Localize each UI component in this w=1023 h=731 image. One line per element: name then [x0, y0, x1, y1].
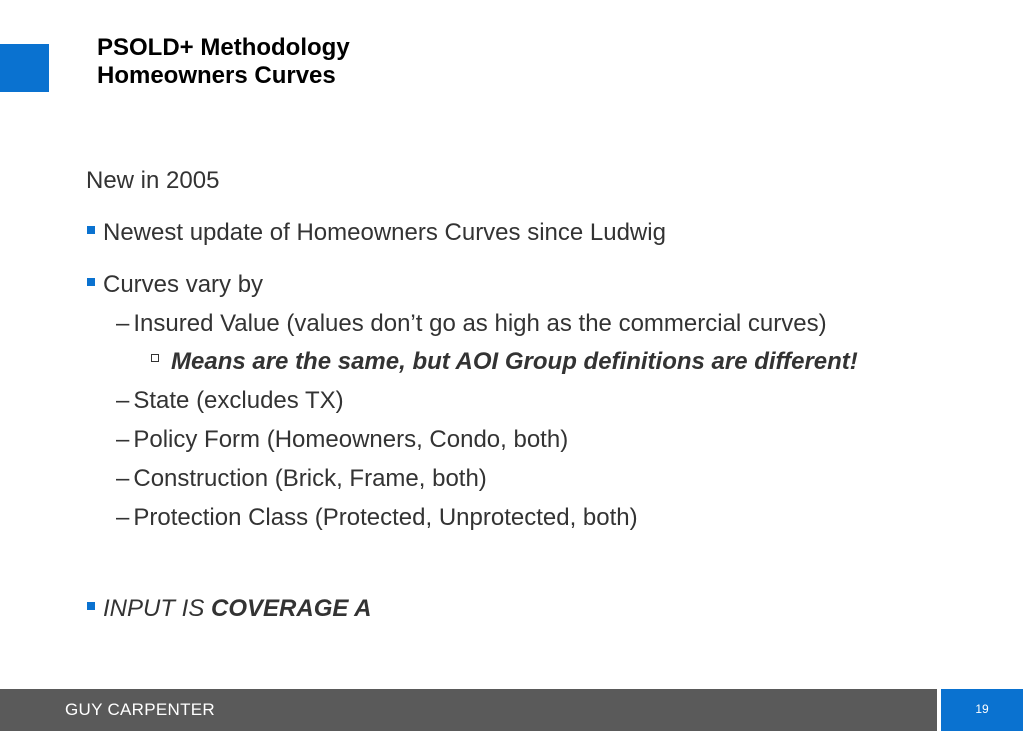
bullet-item — [87, 218, 666, 248]
dash-bullet-icon: – — [116, 310, 130, 337]
sub-bullet-label: Protection Class (Protected, Unprotected, both) — [133, 504, 638, 531]
coverage-label: COVERAGE A — [211, 595, 372, 622]
hollow-square-bullet-icon — [151, 354, 159, 362]
sub-sub-bullet-item — [151, 347, 858, 377]
sub-bullet-label: Construction (Brick, Frame, both) — [133, 465, 487, 492]
sub-bullet-item — [116, 386, 344, 416]
emphasis-note: Means are the same, but AOI Group definitions are different! — [171, 348, 858, 375]
dash-bullet-icon: – — [116, 465, 130, 492]
bullet-item — [87, 594, 371, 624]
slide-title — [97, 34, 350, 90]
footer-bar — [0, 689, 937, 731]
bullet-item — [87, 270, 263, 300]
page-number: 19 — [975, 702, 989, 716]
slide-title-line1: PSOLD+ Methodology — [97, 34, 350, 61]
input-label: INPUT IS — [103, 595, 212, 622]
dash-bullet-icon: – — [116, 387, 130, 414]
sub-bullet-label: State (excludes TX) — [133, 387, 344, 414]
sub-bullet-label: Policy Form (Homeowners, Condo, both) — [133, 426, 569, 453]
bullet-label: Newest update of Homeowners Curves since Ludwig — [103, 219, 666, 246]
square-bullet-icon — [87, 602, 95, 610]
dash-bullet-icon: – — [116, 426, 130, 453]
square-bullet-icon — [87, 278, 95, 286]
sub-bullet-item — [116, 464, 487, 494]
intro-label: New in 2005 — [86, 167, 220, 194]
bullet-label: Curves vary by — [103, 271, 264, 298]
square-bullet-icon — [87, 226, 95, 234]
sub-bullet-item — [116, 425, 568, 455]
sub-bullet-item — [116, 503, 638, 533]
page-number-box — [941, 689, 1023, 731]
brand-name: GUY CARPENTER — [65, 700, 216, 719]
footer — [0, 689, 1023, 731]
slide-title-line2: Homeowners Curves — [97, 62, 336, 89]
sub-bullet-label: Insured Value (values don’t go as high as the commercial curves) — [133, 310, 827, 337]
dash-bullet-icon: – — [116, 504, 130, 531]
sub-bullet-item — [116, 309, 827, 339]
accent-block — [0, 44, 49, 92]
intro-text — [86, 166, 219, 196]
